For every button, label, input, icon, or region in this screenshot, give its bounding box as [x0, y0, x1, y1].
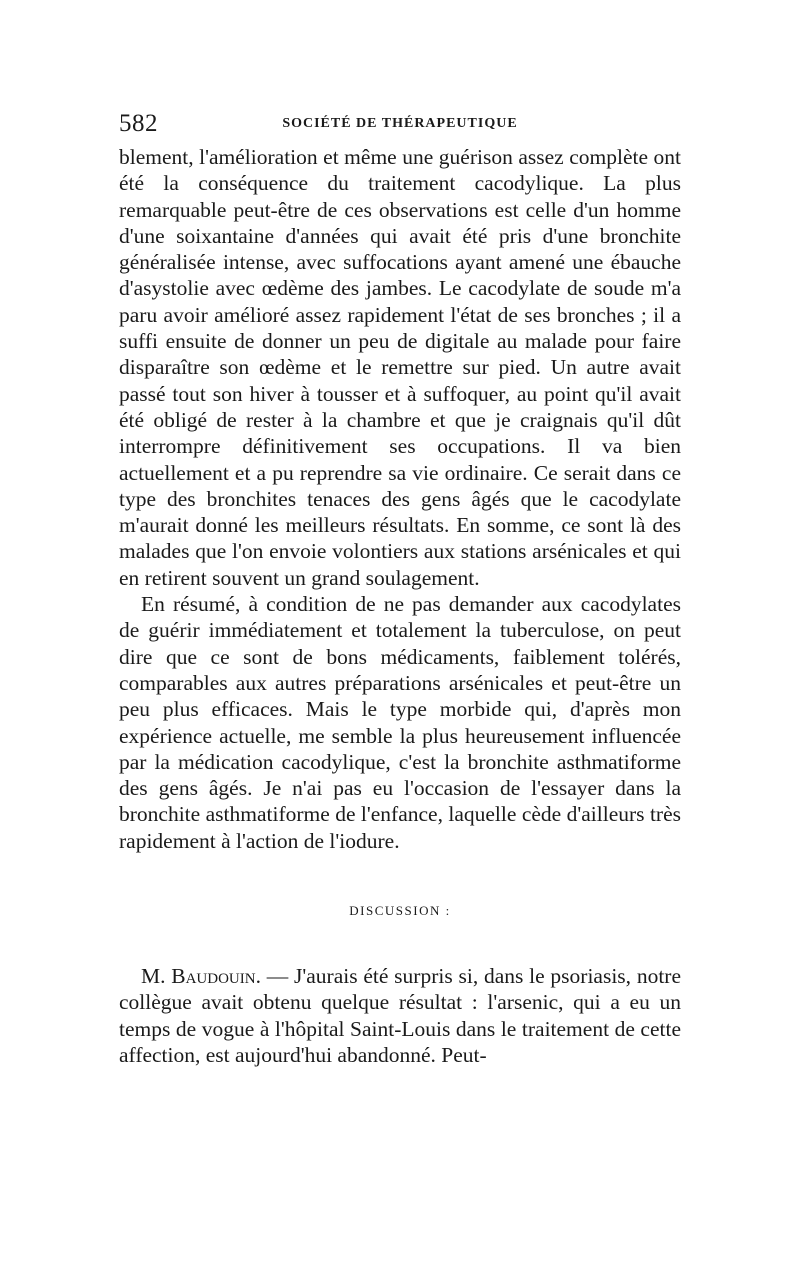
running-head — [119, 110, 681, 144]
document-page — [119, 110, 681, 1068]
discussion-text: — J'aurais été surpris si, dans le psoriasis, notre collègue avait obtenu quelque résultat : l'arsenic, qui a eu un temps de vogue à l'hôpital Saint-Louis dans le traitement de cette affection, est aujourd'hui abandonné. Peut- — [119, 964, 681, 1067]
discussion-heading: DISCUSSION : — [349, 903, 451, 919]
paragraph-summary: En résumé, à condition de ne pas demander aux cacodylates de guérir immédiatement et totalement la tuberculose, on peut dire que ce sont de bons médicaments, faiblement tolérés, comparables aux autres préparations arsénicales et peut-être un peu plus efficaces. Mais le type morbide qui, d'après mon expérience actuelle, me semble la plus heureusement influencée par la médication cacodylique, c'est la bronchite asthmatiforme des gens âgés. Je n'ai pas eu l'occasion de l'essayer dans la bronchite asthmatiforme de l'enfance, laquelle cède d'ailleurs très rapidement à l'action de l'iodure. — [119, 592, 681, 853]
journal-title: SOCIÉTÉ DE THÉRAPEUTIQUE — [282, 116, 518, 131]
body-text — [119, 144, 681, 1068]
paragraph-continuation: blement, l'amélioration et même une guérison assez complète ont été la conséquence du traitement cacodylique. La plus remarquable peut-être de ces observations est celle d'un homme d'une soixantaine d'années qui avait été pris d'une bronchite généralisée intense, avec suffocations ayant amené une ébauche d'asystolie avec œdème des jambes. Le cacodylate de soude m'a paru avoir amélioré assez rapidement l'état de ses bronches ; il a suffi ensuite de donner un peu de digitale au malade pour faire disparaître son œdème et le remettre sur pied. Un autre avait passé tout son hiver à tousser et à suffoquer, au point qu'il avait été obligé de rester à la chambre et que je craignais qu'il dût interrompre définitivement ses occupations. Il va bien actuellement et a pu reprendre sa vie ordinaire. Ce serait dans ce type des bronchites tenaces des gens âgés que le cacodylate m'aurait donné les meilleurs résultats. En somme, ce sont là des malades que l'on envoie volontiers aux stations arsénicales et qui en retirent souvent un grand soulagement. — [119, 145, 681, 590]
discussion-paragraph — [119, 963, 681, 1068]
speaker-name: M. Baudouin. — [141, 964, 261, 989]
page-number: 582 — [119, 110, 158, 137]
